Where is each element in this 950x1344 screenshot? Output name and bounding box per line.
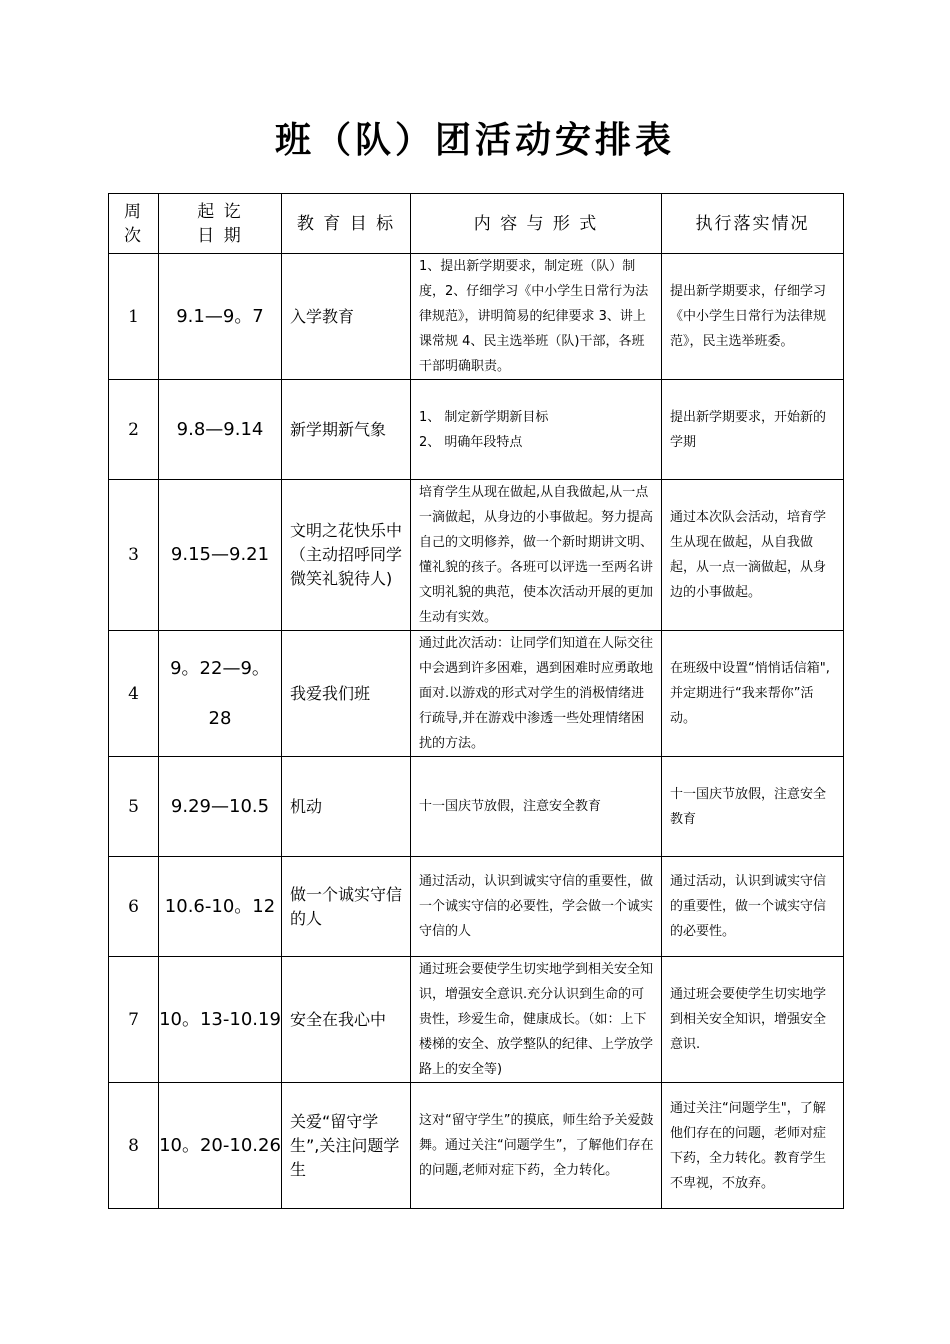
exec-cell: 在班级中设置“悄悄话信箱",并定期进行“我来帮你”活动。 (662, 631, 844, 757)
week-cell: 6 (109, 857, 159, 957)
exec-cell: 提出新学期要求，开始新的学期 (662, 380, 844, 480)
goal-cell: 关爱“留守学生”,关注问题学生 (282, 1083, 411, 1209)
header-exec: 执行落实情况 (662, 194, 844, 254)
content-cell: 1、 制定新学期新目标 2、 明确年段特点 (411, 380, 662, 480)
table-row (109, 380, 844, 480)
goal-cell: 机动 (282, 757, 411, 857)
content-cell: 通过班会要使学生切实地学到相关安全知识，增强安全意识.充分认识到生命的可贵性，珍爱生命，健康成长。（如：上下楼梯的安全、放学整队的纪律、上学放学路上的安全等) (411, 957, 662, 1083)
goal-cell: 我爱我们班 (282, 631, 411, 757)
date-cell: 9.15—9.21 (159, 480, 282, 631)
date-cell: 9.1—9。7 (159, 254, 282, 380)
page-title: 班（队）团活动安排表 (274, 119, 675, 161)
date-cell: 10。13-10.19 (159, 957, 282, 1083)
week-cell: 8 (109, 1083, 159, 1209)
date-cell: 9.29—10.5 (159, 757, 282, 857)
exec-cell: 通过本次队会活动，培育学生从现在做起，从自我做起，从一点一滴做起，从身边的小事做起。 (662, 480, 844, 631)
header-row (109, 194, 844, 254)
date-cell: 10.6-10。12 (159, 857, 282, 957)
table-row (109, 480, 844, 631)
content-cell: 十一国庆节放假，注意安全教育 (411, 757, 662, 857)
content-cell: 通过此次活动：让同学们知道在人际交往中会遇到许多困难，遇到困难时应勇敢地面对.以游戏的形式对学生的消极情绪进行疏导,并在游戏中渗透一些处理情绪困扰的方法。 (411, 631, 662, 757)
exec-cell: 提出新学期要求，仔细学习《中小学生日常行为法律规范》，民主选举班委。 (662, 254, 844, 380)
table-row (109, 1083, 844, 1209)
header-week: 周 次 (109, 194, 159, 254)
content-cell: 通过活动，认识到诚实守信的重要性，做一个诚实守信的必要性，学会做一个诚实守信的人 (411, 857, 662, 957)
goal-cell: 做一个诚实守信的人 (282, 857, 411, 957)
exec-cell: 通过关注“问题学生"，了解他们存在的问题，老师对症下药，全力转化。教育学生不卑视，不放弃。 (662, 1083, 844, 1209)
content-cell: 1、提出新学期要求，制定班（队）制度，2、仔细学习《中小学生日常行为法律规范》，讲明简易的纪律要求 3、讲上课常规 4、民主选举班（队)干部，各班干部明确职责。 (411, 254, 662, 380)
goal-cell: 文明之花快乐中（主动招呼同学 微笑礼貌待人) (282, 480, 411, 631)
week-cell: 1 (109, 254, 159, 380)
exec-cell: 通过活动，认识到诚实守信的重要性，做一个诚实守信的必要性。 (662, 857, 844, 957)
table-row (109, 957, 844, 1083)
date-cell: 10。20-10.26 (159, 1083, 282, 1209)
exec-cell: 通过班会要使学生切实地学到相关安全知识，增强安全意识. (662, 957, 844, 1083)
week-cell: 2 (109, 380, 159, 480)
table-row (109, 757, 844, 857)
goal-cell: 新学期新气象 (282, 380, 411, 480)
table-row (109, 254, 844, 380)
header-date: 起 讫 日 期 (159, 194, 282, 254)
header-content: 内 容 与 形 式 (411, 194, 662, 254)
content-cell: 培育学生从现在做起,从自我做起,从一点一滴做起，从身边的小事做起。努力提高自己的文明修养，做一个新时期讲文明、懂礼貌的孩子。各班可以评选一至两名讲文明礼貌的典范，使本次活动开展的更加生动有实效。 (411, 480, 662, 631)
goal-cell: 安全在我心中 (282, 957, 411, 1083)
week-cell: 5 (109, 757, 159, 857)
date-cell: 9.8—9.14 (159, 380, 282, 480)
week-cell: 4 (109, 631, 159, 757)
content-cell: 这对“留守学生”的摸底，师生给予关爱鼓舞。通过关注“问题学生”，了解他们存在的问题,老师对症下药，全力转化。 (411, 1083, 662, 1209)
date-cell: 9。22—9。28 (159, 631, 282, 757)
week-cell: 3 (109, 480, 159, 631)
activity-schedule-table (108, 193, 844, 1209)
table-row (109, 857, 844, 957)
week-cell: 7 (109, 957, 159, 1083)
table-row (109, 631, 844, 757)
goal-cell: 入学教育 (282, 254, 411, 380)
exec-cell: 十一国庆节放假，注意安全教育 (662, 757, 844, 857)
header-goal: 教 育 目 标 (282, 194, 411, 254)
